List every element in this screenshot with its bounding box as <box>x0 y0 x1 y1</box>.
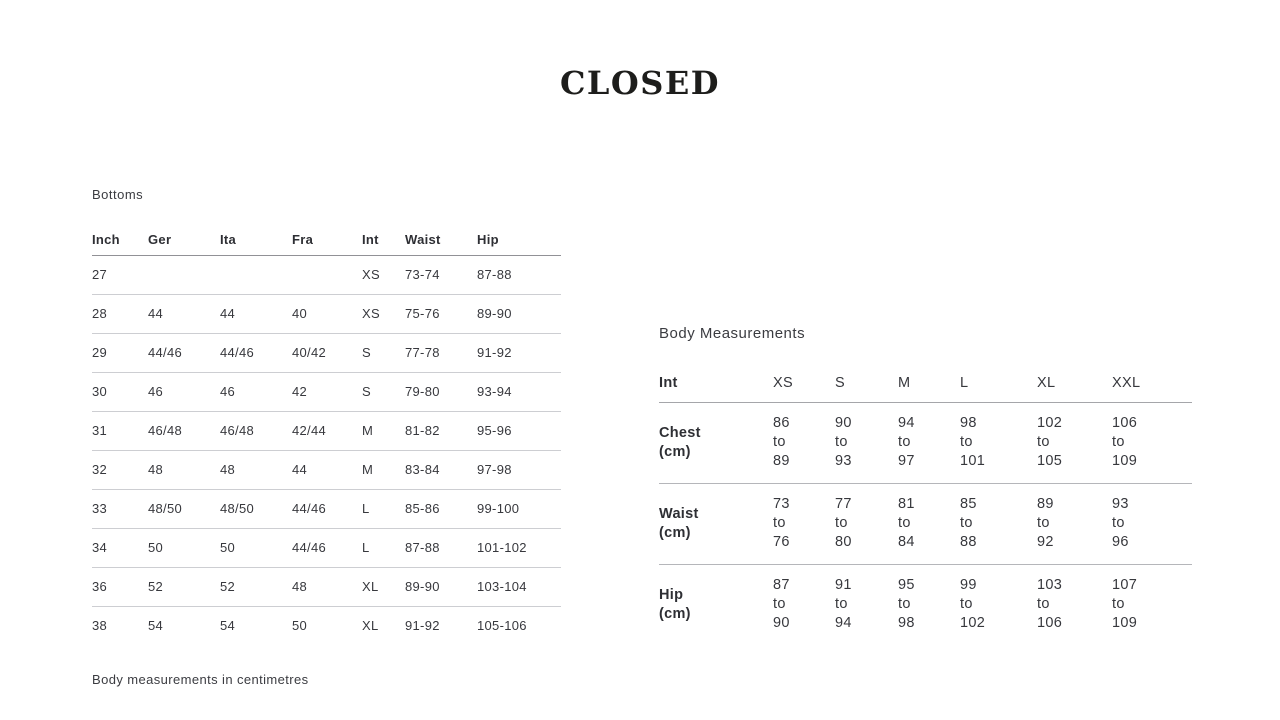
table-cell: 91-92 <box>405 618 440 633</box>
range-line: to <box>1112 434 1125 450</box>
table-cell: 38 <box>92 618 108 633</box>
range-line: 76 <box>773 534 790 550</box>
table-cell: 87-88 <box>405 529 477 568</box>
table-row <box>92 607 561 646</box>
column-header: M <box>898 374 960 403</box>
range-line: 94 <box>898 415 915 431</box>
range-line: 96 <box>1112 534 1129 550</box>
range-cell <box>898 484 960 565</box>
range-cell <box>835 565 898 646</box>
column-header: Int <box>659 374 773 403</box>
column-header: Fra <box>292 232 362 256</box>
range-cell <box>773 403 835 484</box>
table-cell: 34 <box>92 529 148 568</box>
range-line: to <box>898 434 911 450</box>
range-line: to <box>1037 596 1050 612</box>
table-cell <box>220 256 292 295</box>
bottoms-size-table <box>92 232 561 645</box>
range-line: to <box>835 515 848 531</box>
table-cell: 93-94 <box>477 373 561 412</box>
table-cell: 28 <box>92 295 148 334</box>
range-cell <box>898 565 960 646</box>
range-line: 90 <box>773 615 790 631</box>
range-line: 97 <box>898 453 915 469</box>
table-cell: 27 <box>92 256 148 295</box>
range-cell <box>1037 565 1112 646</box>
range-line: to <box>835 596 848 612</box>
table-cell: 105-106 <box>477 618 527 633</box>
table-cell: 103-104 <box>477 568 561 607</box>
table-cell: 31 <box>92 412 148 451</box>
table-row <box>659 484 1192 565</box>
range-line: 98 <box>898 615 915 631</box>
range-line: 93 <box>835 453 852 469</box>
range-line: 105 <box>1037 453 1063 469</box>
table-cell: S <box>362 334 405 373</box>
range-line: to <box>773 434 786 450</box>
range-line: 90 <box>835 415 852 431</box>
table-cell: L <box>362 490 405 529</box>
column-header: XS <box>773 374 835 403</box>
column-header: XXL <box>1112 374 1192 403</box>
centimetres-footnote: Body measurements in centimetres <box>92 672 309 687</box>
range-cell <box>960 403 1037 484</box>
measure-label-cell <box>659 403 773 484</box>
table-cell: 52 <box>220 568 292 607</box>
range-line: 109 <box>1112 615 1138 631</box>
range-cell <box>1112 565 1192 646</box>
table-cell: 46 <box>148 373 220 412</box>
table-cell: 50 <box>292 618 308 633</box>
body-measurements-table-body <box>659 403 1192 646</box>
range-line: 99 <box>960 577 977 593</box>
range-line: to <box>835 434 848 450</box>
table-cell: 83-84 <box>405 451 477 490</box>
table-cell: 89-90 <box>477 295 561 334</box>
range-line: 91 <box>835 577 852 593</box>
table-cell: 44/46 <box>220 334 292 373</box>
range-line: to <box>960 434 973 450</box>
table-cell <box>148 256 220 295</box>
measure-name: Chest <box>659 424 701 441</box>
column-header: S <box>835 374 898 403</box>
table-cell: 40 <box>292 295 362 334</box>
table-cell: 95-96 <box>477 412 561 451</box>
table-cell: 44 <box>292 451 362 490</box>
table-cell: 87-88 <box>477 256 561 295</box>
bottoms-header-row <box>92 232 561 256</box>
table-cell: S <box>362 373 405 412</box>
column-header: Ger <box>148 232 220 256</box>
table-row <box>92 412 561 451</box>
range-line: 103 <box>1037 577 1063 593</box>
table-cell: 44/46 <box>148 334 220 373</box>
table-cell: 50 <box>148 529 220 568</box>
table-cell: 97-98 <box>477 451 561 490</box>
table-cell: XL <box>362 618 379 633</box>
range-cell <box>960 484 1037 565</box>
bottoms-table-body <box>92 256 561 646</box>
range-line: to <box>1037 434 1050 450</box>
range-cell <box>960 565 1037 646</box>
table-row <box>92 529 561 568</box>
range-line: 98 <box>960 415 977 431</box>
table-cell: 42 <box>292 373 362 412</box>
table-cell: 50 <box>220 529 292 568</box>
range-line: to <box>1112 515 1125 531</box>
range-line: to <box>773 515 786 531</box>
table-cell: 29 <box>92 334 148 373</box>
table-cell: 77-78 <box>405 334 477 373</box>
table-cell: 33 <box>92 490 148 529</box>
measure-unit: (cm) <box>659 524 691 541</box>
range-line: to <box>960 596 973 612</box>
range-line: 102 <box>960 615 986 631</box>
table-cell: 54 <box>220 618 236 633</box>
measure-unit: (cm) <box>659 605 691 622</box>
table-cell: 48 <box>220 451 292 490</box>
table-row <box>659 403 1192 484</box>
table-cell: M <box>362 451 405 490</box>
table-cell: 52 <box>148 568 220 607</box>
bottoms-size-section <box>92 187 561 687</box>
table-cell: L <box>362 529 405 568</box>
table-cell: XL <box>362 568 405 607</box>
column-header: Hip <box>477 232 561 256</box>
range-line: 86 <box>773 415 790 431</box>
table-cell: XS <box>362 256 405 295</box>
range-cell <box>773 484 835 565</box>
table-row <box>92 568 561 607</box>
table-row <box>92 334 561 373</box>
range-line: 95 <box>898 577 915 593</box>
table-cell: 46 <box>220 373 292 412</box>
closed-logo: CLOSED <box>559 64 721 102</box>
table-cell: 36 <box>92 568 148 607</box>
range-line: 102 <box>1037 415 1063 431</box>
measure-name: Hip <box>659 586 684 603</box>
table-cell: 81-82 <box>405 412 477 451</box>
table-cell: 89-90 <box>405 568 477 607</box>
range-cell <box>1037 484 1112 565</box>
table-cell: XS <box>362 295 405 334</box>
table-cell: 73-74 <box>405 256 477 295</box>
range-line: 80 <box>835 534 852 550</box>
range-line: to <box>898 596 911 612</box>
measure-label-cell <box>659 565 773 646</box>
column-header: Inch <box>92 232 148 256</box>
range-line: 84 <box>898 534 915 550</box>
range-line: 106 <box>1112 415 1138 431</box>
table-cell: M <box>362 412 405 451</box>
range-cell <box>1112 403 1192 484</box>
range-line: to <box>960 515 973 531</box>
column-header: L <box>960 374 1037 403</box>
table-cell: 30 <box>92 373 148 412</box>
range-cell <box>835 484 898 565</box>
table-row <box>92 490 561 529</box>
table-row <box>92 373 561 412</box>
table-cell: 48 <box>148 451 220 490</box>
body-measurements-section <box>659 325 1192 645</box>
body-measurements-table <box>659 374 1192 645</box>
range-cell <box>898 403 960 484</box>
table-cell: 75-76 <box>405 295 477 334</box>
range-line: 73 <box>773 496 790 512</box>
range-line: 87 <box>773 577 790 593</box>
table-cell: 32 <box>92 451 148 490</box>
table-cell: 46/48 <box>148 412 220 451</box>
range-line: 107 <box>1112 577 1138 593</box>
column-header: Ita <box>220 232 292 256</box>
table-cell: 48/50 <box>148 490 220 529</box>
body-measurements-header-row <box>659 374 1192 403</box>
measure-label-cell <box>659 484 773 565</box>
range-line: 92 <box>1037 534 1054 550</box>
range-cell <box>835 403 898 484</box>
column-header: Int <box>362 232 405 256</box>
table-row <box>92 295 561 334</box>
table-cell: 54 <box>148 618 164 633</box>
table-row <box>659 565 1192 646</box>
range-line: 89 <box>773 453 790 469</box>
bottoms-title: Bottoms <box>92 187 144 202</box>
range-line: 93 <box>1112 496 1129 512</box>
table-cell: 79-80 <box>405 373 477 412</box>
range-line: 77 <box>835 496 852 512</box>
range-line: to <box>773 596 786 612</box>
range-line: 81 <box>898 496 915 512</box>
table-cell: 44 <box>148 295 220 334</box>
measure-unit: (cm) <box>659 443 691 460</box>
range-line: 106 <box>1037 615 1063 631</box>
table-cell: 85-86 <box>405 490 477 529</box>
table-cell: 42/44 <box>292 412 362 451</box>
range-line: 109 <box>1112 453 1138 469</box>
table-cell: 48 <box>292 568 362 607</box>
measure-name: Waist <box>659 505 699 522</box>
table-cell: 46/48 <box>220 412 292 451</box>
range-line: 101 <box>960 453 986 469</box>
column-header: Waist <box>405 232 477 256</box>
range-line: 89 <box>1037 496 1054 512</box>
range-cell <box>1112 484 1192 565</box>
range-line: to <box>1037 515 1050 531</box>
table-cell <box>292 256 362 295</box>
table-cell: 44 <box>220 295 292 334</box>
table-cell: 44/46 <box>292 529 362 568</box>
table-row <box>92 451 561 490</box>
range-cell <box>773 565 835 646</box>
range-line: 85 <box>960 496 977 512</box>
table-cell: 44/46 <box>292 490 362 529</box>
table-row <box>92 256 561 295</box>
range-line: to <box>1112 596 1125 612</box>
table-cell: 48/50 <box>220 490 292 529</box>
range-line: 88 <box>960 534 977 550</box>
body-measurements-title: Body Measurements <box>659 325 806 342</box>
table-cell: 91-92 <box>477 334 561 373</box>
range-line: to <box>898 515 911 531</box>
table-cell: 99-100 <box>477 490 561 529</box>
column-header: XL <box>1037 374 1112 403</box>
table-cell: 40/42 <box>292 334 362 373</box>
table-cell: 101-102 <box>477 529 561 568</box>
range-line: 94 <box>835 615 852 631</box>
range-cell <box>1037 403 1112 484</box>
